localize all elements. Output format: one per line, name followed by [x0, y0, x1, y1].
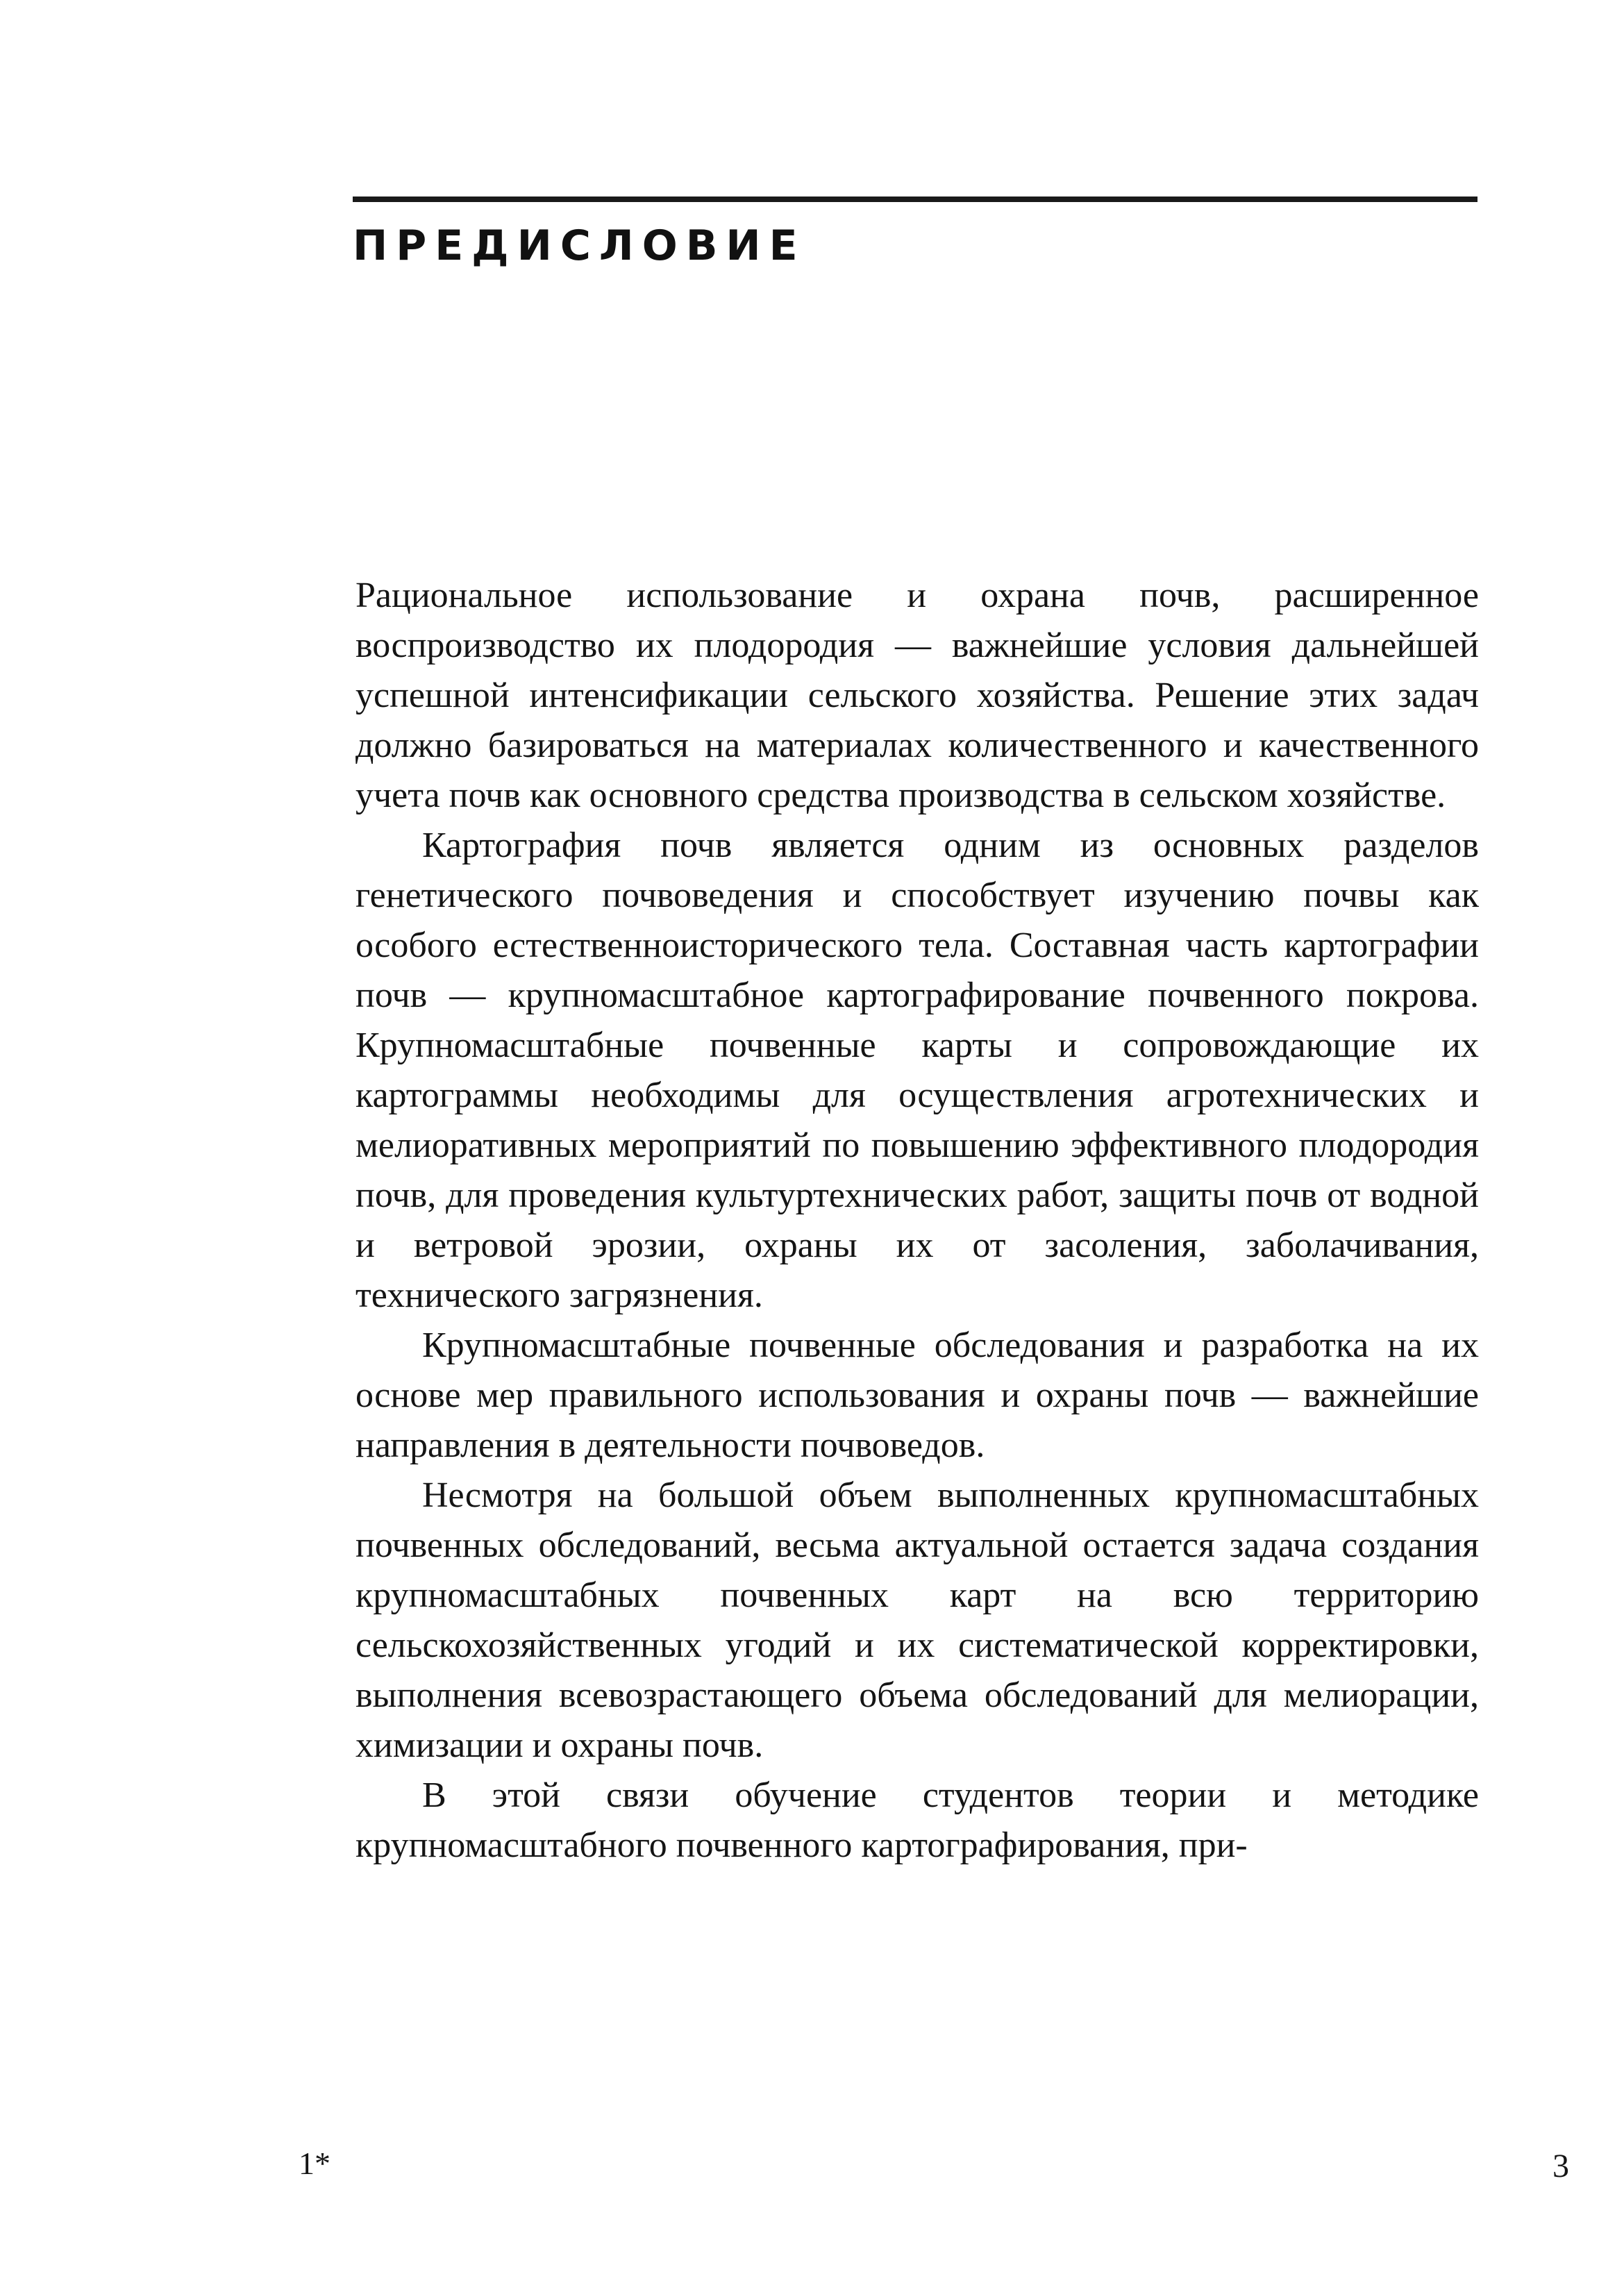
page-title: ПРЕДИСЛОВИЕ	[353, 222, 806, 270]
body-text	[355, 571, 1479, 1871]
heading-rule	[353, 197, 1477, 202]
paragraph: Крупномасштабные почвенные обследования и разработка на их основе мер правильного использования и охраны почв — важнейшие направления в деятельности почвоведов.	[355, 1326, 1479, 1465]
page-number: 3	[1552, 2148, 1569, 2184]
paragraph: Несмотря на большой объем выполненных крупномасштабных почвенных обследований, весьма актуальной остается задача создания крупномасштабных почвенных карт на всю территорию сельскохозяйственных угодий и их систематической корректировки, выполнения всевозрастающего объема обследований для мелиорации, химизации и охраны почв.	[355, 1476, 1479, 1765]
printer-signature-mark: 1*	[299, 2146, 330, 2181]
paragraph: В этой связи обучение студентов теории и методике крупномасштабного почвенного картографирования, при-	[355, 1775, 1479, 1865]
paragraph: Картография почв является одним из основных разделов генетического почвоведения и способствует изучению почвы как особого естественноисторического тела. Составная часть картографии почв — крупномасштабное картографирование почвенного покрова. Крупномасштабные почвенные карты и сопровождающие их картограммы необходимы для осуществления агротехнических и мелиоративных мероприятий по повышению эффективного плодородия почв, для проведения культуртехнических работ, защиты почв от водной и ветровой эрозии, охраны их от засоления, заболачивания, технического загрязнения.	[355, 826, 1479, 1315]
paragraph: Рациональное использование и охрана почв, расширенное воспроизводство их плодородия — важнейшие условия дальнейшей успешной интенсификации сельского хозяйства. Решение этих задач должно базироваться на материалах количественного и качественного учета почв как основного средства производства в сельском хозяйстве.	[355, 576, 1479, 815]
